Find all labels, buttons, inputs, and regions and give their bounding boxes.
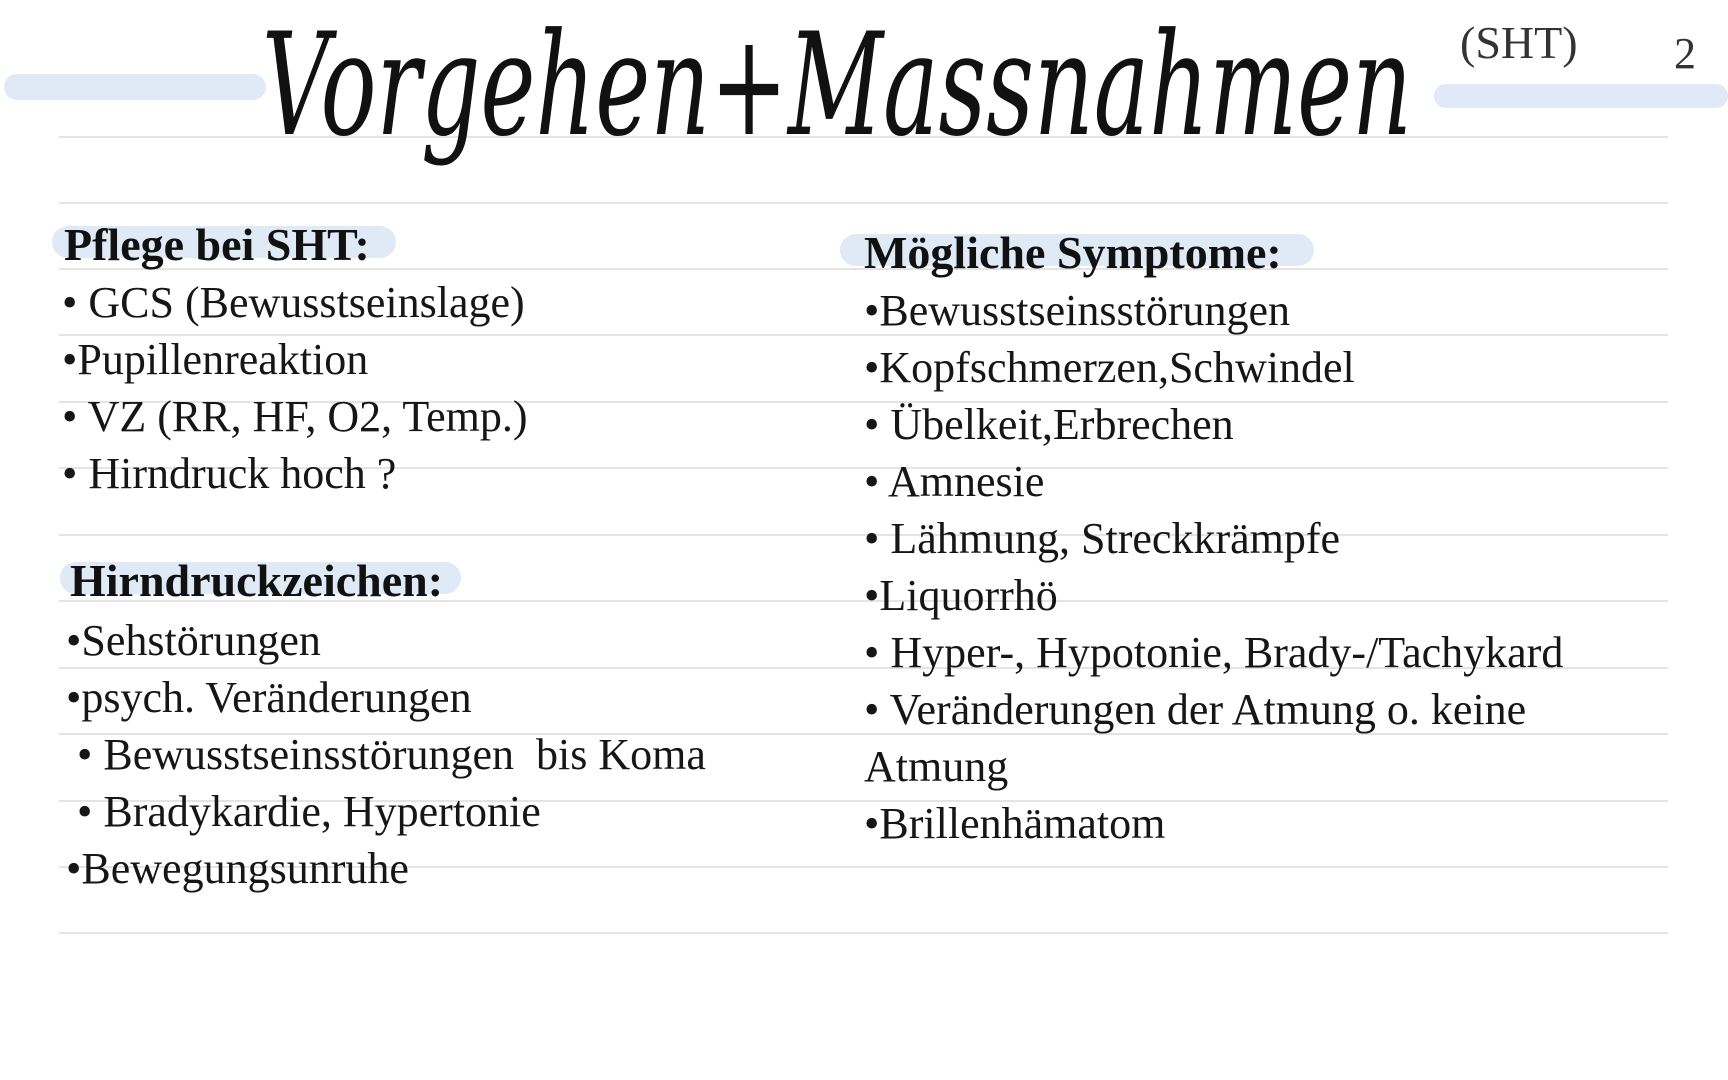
list-item: • Veränderungen der Atmung o. keine xyxy=(864,685,1527,734)
topic-tag: (SHT) xyxy=(1460,17,1578,68)
list-item: •Pupillenreaktion xyxy=(62,335,369,384)
list-item: •Sehstörungen xyxy=(66,616,321,665)
list-item: •Liquorrhö xyxy=(864,571,1058,620)
list-item: Atmung xyxy=(864,742,1009,791)
title-brush-left xyxy=(4,74,266,100)
page-number: 2 xyxy=(1674,29,1696,78)
pressure-heading-text: Hirndruckzeichen: xyxy=(70,555,444,606)
list-item: • Bewusstseinsstörungen bis Koma xyxy=(66,730,706,779)
list-item: •psych. Veränderungen xyxy=(66,673,472,722)
list-item: • GCS (Bewusstseinslage) xyxy=(62,278,525,327)
list-item: • Bradykardie, Hypertonie xyxy=(66,787,541,836)
symptoms-heading xyxy=(864,226,1282,279)
list-item: •Kopfschmerzen,Schwindel xyxy=(864,343,1355,392)
care-heading xyxy=(64,218,370,271)
list-item: • Lähmung, Streckkrämpfe xyxy=(864,514,1341,563)
list-item: • Hirndruck hoch ? xyxy=(62,449,397,498)
ruled-line xyxy=(59,202,1668,204)
list-item: •Bewegungsunruhe xyxy=(66,844,409,893)
list-item: • VZ (RR, HF, O2, Temp.) xyxy=(62,392,528,441)
list-item: • Amnesie xyxy=(864,457,1045,506)
page-title-text: Vorgehen+Massnahmen xyxy=(262,6,1412,168)
pressure-heading xyxy=(70,554,443,607)
page-title xyxy=(262,6,1422,196)
symptoms-heading-text: Mögliche Symptome: xyxy=(864,227,1282,278)
ruled-line xyxy=(59,932,1668,934)
pressure-list xyxy=(66,612,706,897)
care-heading-text: Pflege bei SHT: xyxy=(64,219,370,270)
title-brush-right xyxy=(1434,84,1728,108)
list-item: •Brillenhämatom xyxy=(864,799,1166,848)
symptoms-list xyxy=(864,282,1563,852)
list-item: • Übelkeit,Erbrechen xyxy=(864,400,1234,449)
list-item: •Bewusstseinsstörungen xyxy=(864,286,1291,335)
care-list xyxy=(62,274,528,502)
list-item: • Hyper-, Hypotonie, Brady-/Tachykard xyxy=(864,628,1564,677)
